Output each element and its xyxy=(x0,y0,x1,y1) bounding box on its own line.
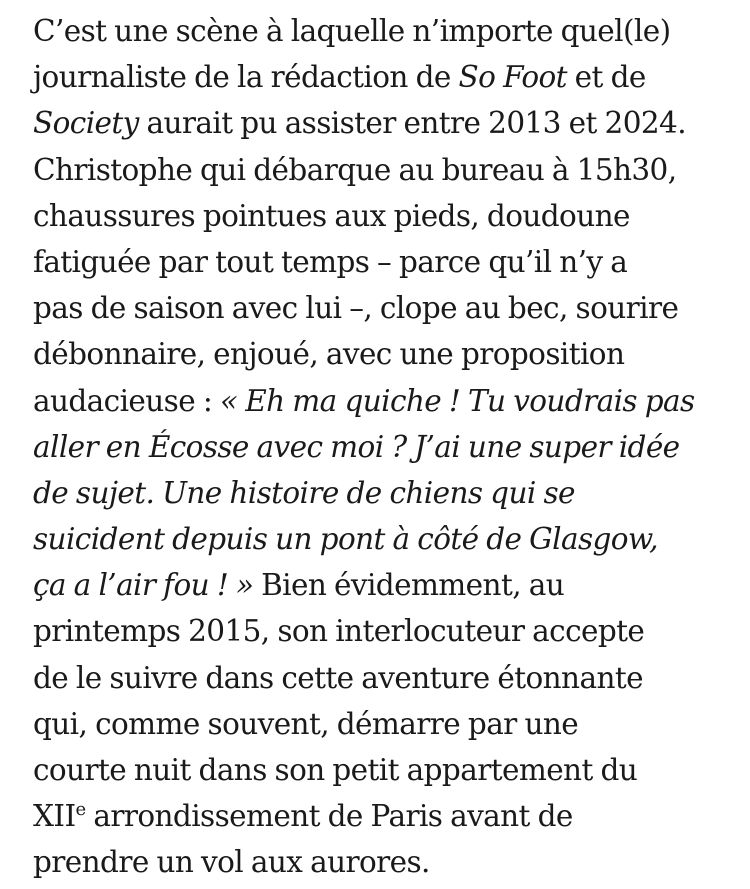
text-line xyxy=(33,470,733,516)
quote-italic: « Eh ma quiche ! Tu voudrais pas xyxy=(219,383,695,418)
text-run: C’est une scène à laquelle n’importe quel(le) xyxy=(33,14,671,48)
text-line xyxy=(33,655,733,701)
text-line xyxy=(33,562,733,608)
text-line xyxy=(33,701,733,747)
text-line xyxy=(33,100,733,146)
text-line xyxy=(33,747,733,793)
text-line xyxy=(33,331,733,377)
text-line xyxy=(33,54,733,100)
magazine-title-so-foot: So Foot xyxy=(458,60,567,95)
text-run: de le suivre dans cette aventure étonnante xyxy=(33,660,643,695)
text-run: courte nuit dans son petit appartement du xyxy=(33,753,638,787)
text-line xyxy=(33,839,733,885)
quote-italic: suicident depuis un pont à côté de Glasgow, xyxy=(33,522,658,557)
text-run: prendre un vol aux aurores. xyxy=(33,845,430,880)
article-paragraph xyxy=(33,8,733,886)
magazine-title-society: Society xyxy=(33,106,139,141)
ordinal-superscript: e xyxy=(75,799,86,821)
text-line xyxy=(33,378,733,424)
text-line xyxy=(33,424,733,470)
text-line xyxy=(33,239,733,285)
text-run: chaussures pointues aux pieds, doudoune xyxy=(33,198,630,233)
text-run: audacieuse : xyxy=(33,383,220,418)
text-run: arrondissement de Paris avant de xyxy=(85,799,573,834)
quote-italic: aller en Écosse avec moi ? J’ai une super idée xyxy=(33,429,680,464)
text-run: Christophe qui débarque au bureau à 15h30, xyxy=(33,152,677,187)
text-line xyxy=(33,147,733,193)
text-run: fatiguée par tout temps – parce qu’il n’y a xyxy=(33,244,628,279)
text-line xyxy=(33,516,733,562)
text-run: printemps 2015, son interlocuteur accepte xyxy=(33,614,645,649)
text-line xyxy=(33,8,733,54)
text-run: journaliste de la rédaction de xyxy=(33,60,459,95)
text-line xyxy=(33,793,733,839)
quote-italic: ça a l’air fou ! » xyxy=(33,568,254,603)
text-run: et de xyxy=(566,60,646,95)
text-line xyxy=(33,608,733,654)
roman-numeral: XII xyxy=(33,799,76,834)
text-run: pas de saison avec lui –, clope au bec, sourire xyxy=(33,291,679,326)
quote-italic: de sujet. Une histoire de chiens qui se xyxy=(33,475,575,510)
text-line xyxy=(33,285,733,331)
text-run: débonnaire, enjoué, avec une proposition xyxy=(33,337,625,372)
text-run: aurait pu assister entre 2013 et 2024. xyxy=(138,106,686,141)
text-line xyxy=(33,193,733,239)
text-run: Bien évidemment, au xyxy=(253,568,565,603)
text-run: qui, comme souvent, démarre par une xyxy=(33,706,579,741)
